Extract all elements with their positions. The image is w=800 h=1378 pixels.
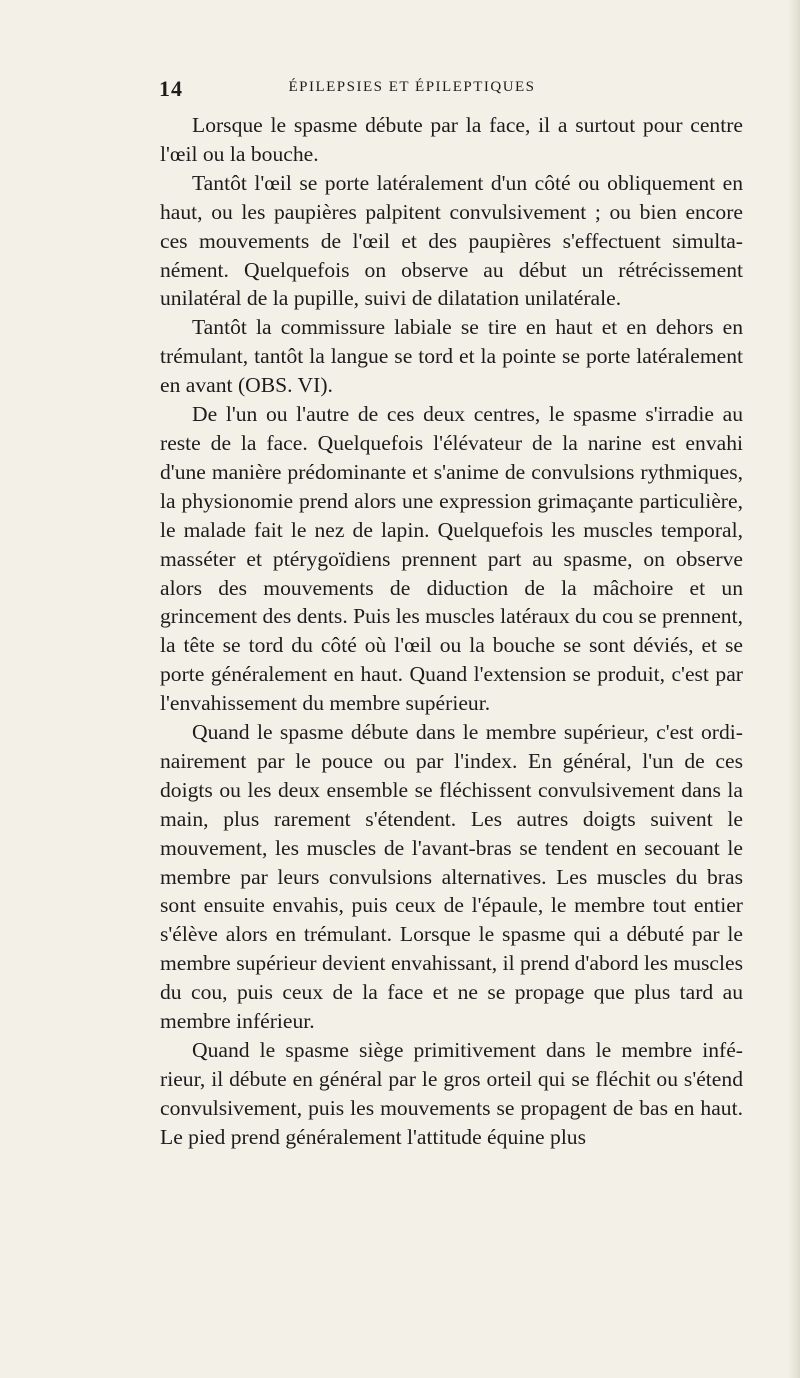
page-edge-shadow	[788, 0, 800, 1378]
page-number: 14	[159, 76, 183, 101]
running-title: ÉPILEPSIES ET ÉPILEPTIQUES	[288, 79, 536, 95]
paragraph-eye-movements: Tantôt l'œil se porte latéralement d'un côté ou obliquement en haut, ou les paupières palpitent convulsivement ; ou bien encore ces mouvements de l'œil et des paupières s'effectuent simultanément. Quelquefois on observe au début un rétrécissement unilatéral de la pupille, suivi de dilatation unilatérale.	[160, 170, 743, 311]
paragraph-lower-limb: Quand le spasme siège primitivement dans le membre inférieur, il débute en général par le gros orteil qui se fléchit ou s'étend convulsivement, puis les mouvements se propagent de bas en haut. Le pied prend généralement l'attitude équine plus	[160, 1038, 743, 1149]
paragraph-face-spread: De l'un ou l'autre de ces deux centres, le spasme s'irradie au reste de la face. Quelquefois l'élévateur de la narine est envahi d'une manière prédominante et s'anime de convulsions rythmiques, la physionomie prend alors une expression grimaçante particulière, le malade fait le nez de lapin. Quelquefois les muscles temporal, masséter et ptérygoïdiens prennent part au spasme, on observe alors des mouvements de diduction de la mâchoire et un grincement des dents. Puis les muscles latéraux du cou se prennent, la tête se tord du côté où l'œil ou la bouche se sont déviés, et se porte généralement en haut. Quand l'extension se produit, c'est par l'envahissement du membre supérieur.	[160, 402, 743, 716]
paragraph-face-onset: Lorsque le spasme débute par la face, il a surtout pour centre l'œil ou la bouche.	[160, 113, 743, 166]
paragraph-upper-limb: Quand le spasme débute dans le membre supérieur, c'est ordinairement par le pouce ou par l'index. En général, l'un de ces doigts ou les deux ensemble se fléchissent convulsivement dans la main, plus rarement s'étendent. Les autres doigts suivent le mouvement, les muscles de l'avant-bras se tendent en secouant le membre par leurs convulsions alternatives. Les muscles du bras sont ensuite envahis, puis ceux de l'épaule, le membre tout entier s'élève alors en trémulant. Lorsque le spasme qui a débuté par le membre supérieur devient envahissant, il prend d'abord les muscles du cou, puis ceux de la face et ne se propage que plus tard au membre inférieur.	[160, 720, 743, 1034]
paragraph-labial-commissure: Tantôt la commissure labiale se tire en haut et en dehors en trémulant, tantôt la langue se tord et la pointe se porte latéralement en avant (OBS. VI).	[160, 315, 743, 398]
body-text	[160, 111, 743, 1152]
